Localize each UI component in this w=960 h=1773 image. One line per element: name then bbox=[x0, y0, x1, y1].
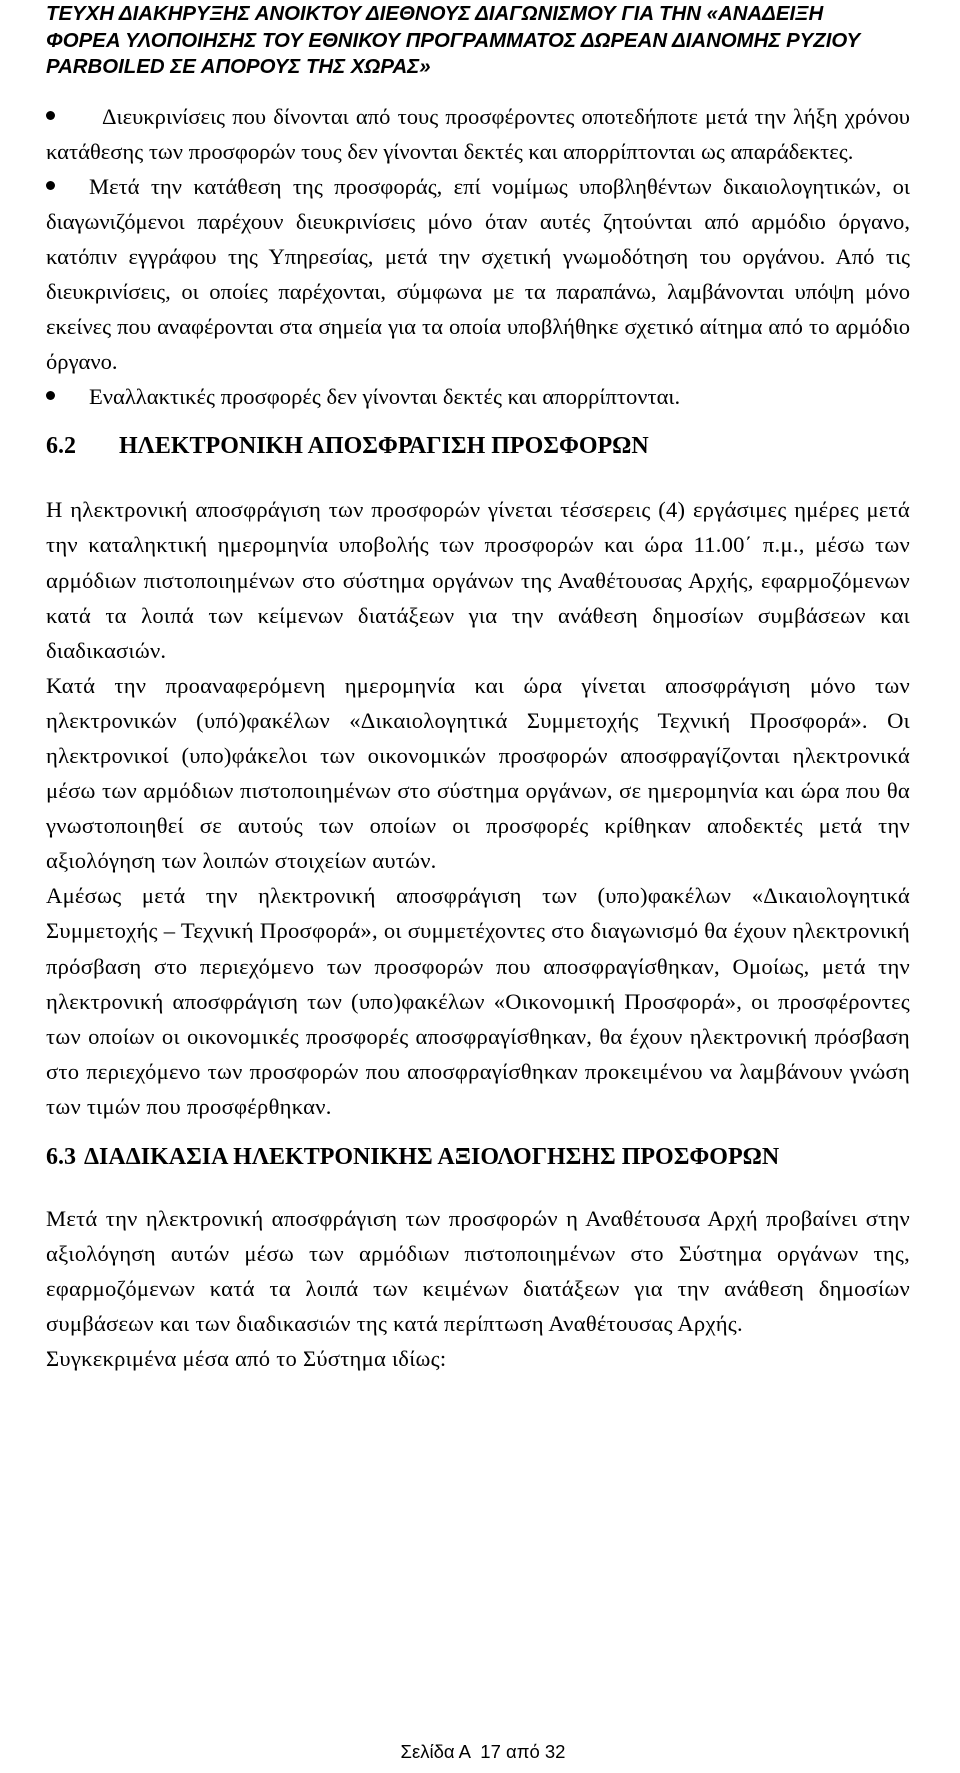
section-title: ΗΛΕΚΤΡΟΝΙΚΗ ΑΠΟΣΦΡΑΓΙΣΗ ΠΡΟΣΦΟΡΩΝ bbox=[119, 433, 649, 460]
header-line-2: ΦΟΡΕΑ ΥΛΟΠΟΙΗΣΗΣ ΤΟΥ ΕΘΝΙΚΟΥ ΠΡΟΓΡΑΜΜΑΤΟΣ ΔΩΡΕΑΝ ΔΙΑΝΟΜΗΣ ΡΥΖΙΟΥ bbox=[46, 29, 861, 52]
paragraph: Αμέσως μετά την ηλεκτρονική αποσφράγιση των (υπο)φακέλων «Δικαιολογητικά Συμμετοχής – Τεχνική Προσφορά», οι συμμετέχοντες στο διαγωνισμό θα έχουν ηλεκτρονική πρόσβαση στο περιεχόμενο των προσφορών που αποσφραγίσθηκαν, Ομοίως, μετά την ηλεκτρονική αποσφράγιση των (υπο)φακέλων «Οικονομική Προσφορά», οι προσφέροντες των οποίων οι οικονομικές προσφορές αποσφραγίσθηκαν, θα έχουν ηλεκτρονική πρόσβαση στο περιεχόμενο των προσφορών που αποσφραγίσθηκαν προκειμένου να λαμβάνουν γνώση των τιμών που προσφέρθηκαν. bbox=[46, 883, 910, 1119]
page-number: Σελίδα Α 17 από 32 bbox=[400, 1741, 566, 1762]
bullet-text-2: Μετά την κατάθεση της προσφοράς, επί νομίμως υποβληθέντων δικαιολογητικών, οι διαγωνιζόμενοι παρέχουν διευκρινίσεις μόνο όταν αυτές ζητούνται από αρμόδιο όργανο, κατόπιν εγγράφου της Υπηρεσίας, μετά την σχετική γνωμοδότηση του οργάνου. Από τις διευκρινίσεις, οι οποίες παρέχονται, σύμφωνα με τα παραπάνω, λαμβάνονται υπόψη μόνο εκείνες που αναφέρονται στα σημεία για τα οποία υποβλήθηκε σχετικό αίτημα από το αρμόδιο όργανο. bbox=[46, 173, 910, 375]
paragraph: Κατά την προαναφερόμενη ημερομηνία και ώρα γίνεται αποσφράγιση μόνο των ηλεκτρονικών (υπό)φακέλων «Δικαιολογητικά Συμμετοχής Τεχνική Προσφορά». Οι ηλεκτρονικοί (υπο)φάκελοι των οικονομικών προσφορών αποσφραγίζονται ηλεκτρονικά μέσω των αρμόδιων πιστοποιημένων στο σύστημα οργάνων, σε ημερομηνία και ώρα που θα γνωστοποιηθεί σε αυτούς των οποίων οι προσφορές κρίθηκαν αποδεκτές μετά την αξιολόγηση των λοιπών στοιχείων αυτών. bbox=[46, 672, 910, 874]
list-item bbox=[46, 169, 910, 380]
paragraph: Συγκεκριμένα μέσα από το Σύστημα ιδίως: bbox=[46, 1346, 447, 1372]
bullet-text-1: Διευκρινίσεις που δίνονται από τους προσφέροντες οποτεδήποτε μετά την λήξη χρόνου κατάθεσης των προσφορών τους δεν γίνονται δεκτές και απορρίπτονται ως απαράδεκτες. bbox=[46, 103, 910, 164]
section-number: 6.3 bbox=[46, 1144, 76, 1171]
list-item bbox=[46, 379, 910, 414]
paragraph: Η ηλεκτρονική αποσφράγιση των προσφορών γίνεται τέσσερεις (4) εργάσιμες ημέρες μετά την καταληκτική ημερομηνία υποβολής των προσφορών και ώρα 11.00΄ π.μ., μέσω των αρμόδιων πιστοποιημένων στο σύστημα οργάνων της Αναθέτουσας Αρχής, εφαρμοζόμενων κατά τα λοιπά των κείμενων διατάξεων για την ανάθεση δημοσίων συμβάσεων και διαδικασιών. bbox=[46, 497, 910, 663]
section-heading-6-2 bbox=[46, 431, 910, 461]
section-number: 6.2 bbox=[46, 433, 76, 460]
document-header bbox=[46, 1, 910, 81]
bullet-icon bbox=[46, 181, 55, 190]
list-item bbox=[46, 99, 910, 169]
section-title: ΔΙΑΔΙΚΑΣΙΑ ΗΛΕΚΤΡΟΝΙΚΗΣ ΑΞΙΟΛΟΓΗΣΗΣ ΠΡΟΣΦΟΡΩΝ bbox=[84, 1144, 780, 1171]
bullet-text-3: Εναλλακτικές προσφορές δεν γίνονται δεκτές και απορρίπτονται. bbox=[89, 384, 681, 410]
header-line-3: PARBOILED ΣΕ ΑΠΟΡΟΥΣ ΤΗΣ ΧΩΡΑΣ» bbox=[46, 56, 431, 78]
section-6-2-body bbox=[46, 492, 910, 1124]
header-line-1: ΤΕΥΧΗ ΔΙΑΚΗΡΥΞΗΣ ΑΝΟΙΚΤΟΥ ΔΙΕΘΝΟΥΣ ΔΙΑΓΩΝΙΣΜΟΥ ΓΙΑ ΤΗΝ «ΑΝΑΔΕΙΞΗ bbox=[46, 3, 824, 25]
bullet-list bbox=[46, 99, 910, 415]
page-footer bbox=[0, 1740, 960, 1764]
paragraph: Μετά την ηλεκτρονική αποσφράγιση των προσφορών η Αναθέτουσα Αρχή προβαίνει στην αξιολόγηση αυτών μέσω των αρμόδιων πιστοποιημένων στο Σύστημα οργάνων της, εφαρμοζόμενων κατά τα λοιπά των κειμένων διατάξεων για την ανάθεση δημοσίων συμβάσεων και των διαδικασιών της κατά περίπτωση Αναθέτουσας Αρχής. bbox=[46, 1206, 910, 1337]
section-6-3-body bbox=[46, 1201, 910, 1376]
bullet-icon bbox=[46, 111, 55, 120]
section-heading-6-3 bbox=[46, 1142, 910, 1172]
document-body bbox=[46, 99, 910, 1377]
